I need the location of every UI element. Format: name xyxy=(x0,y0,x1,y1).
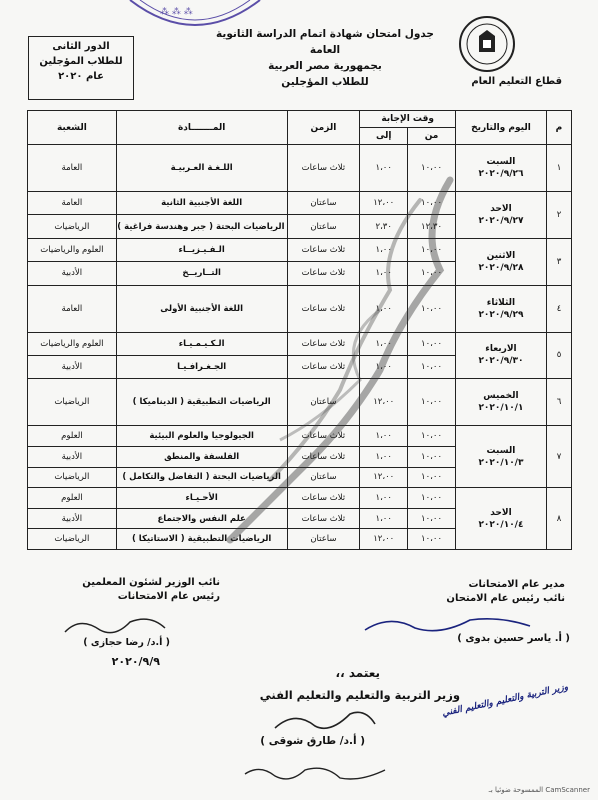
subject-cell: علم النفس والاجتماع xyxy=(116,508,287,529)
time-from-cell: ١٢،٣٠ xyxy=(408,215,456,238)
time-from-cell: ١٠،٠٠ xyxy=(408,191,456,214)
exam-date: ٢٠٢٠/٩/٢٨ xyxy=(478,262,524,273)
time-to-cell: ١،٠٠ xyxy=(360,145,408,192)
time-to-cell: ١،٠٠ xyxy=(360,285,408,332)
right-title-1: مدير عام الامتحانات xyxy=(468,579,565,590)
left-title-2: رئيس عام الامتحانات xyxy=(117,591,220,602)
time-from-cell: ١٠،٠٠ xyxy=(408,508,456,529)
row-number: ٤ xyxy=(546,285,571,332)
time-to-cell: ١،٠٠ xyxy=(360,426,408,447)
duration-cell: ثلاث ساعات xyxy=(287,238,360,261)
branch-cell: الأدبية xyxy=(28,446,117,467)
approve-label: يعتمد ،، xyxy=(335,666,380,680)
exam-date: ٢٠٢٠/٩/٢٦ xyxy=(478,168,524,179)
time-to-cell: ١،٠٠ xyxy=(360,238,408,261)
header-branch: الشعبة xyxy=(28,111,117,145)
time-to-cell: ١،٠٠ xyxy=(360,262,408,285)
left-title-1: نائب الوزير لشئون المعلمين xyxy=(82,577,220,588)
day-date-cell xyxy=(455,426,546,488)
time-to-cell: ١،٠٠ xyxy=(360,488,408,509)
signature-right xyxy=(390,578,565,606)
duration-cell: ساعتان xyxy=(287,379,360,426)
branch-cell: العامة xyxy=(28,191,117,214)
subject-cell: الرياضيات البحتة ( جبر وهندسة فراغية ) xyxy=(116,215,287,238)
day-date-cell xyxy=(455,145,546,192)
subject-cell: اللغة الأجنبية الثانية xyxy=(116,191,287,214)
table-row xyxy=(28,285,572,332)
time-from-cell: ١٠،٠٠ xyxy=(408,332,456,355)
duration-cell: ثلاث ساعات xyxy=(287,355,360,378)
header-subject: المـــــــادة xyxy=(116,111,287,145)
day-name: الخميس xyxy=(483,391,519,402)
exam-schedule-table xyxy=(27,110,572,550)
time-to-cell: ١٢،٠٠ xyxy=(360,467,408,488)
time-to-cell: ١٢،٠٠ xyxy=(360,379,408,426)
header-time: وقت الإجابة xyxy=(360,111,456,128)
header-to: إلى xyxy=(360,128,408,145)
handwritten-note: وزير التربية والتعليم والتعليم الفني xyxy=(441,682,569,719)
round-line-2: للطلاب المؤجلين xyxy=(39,56,123,67)
minister-signature-scribble xyxy=(270,706,380,736)
minister-title: وزير التربية والتعليم والتعليم الفني xyxy=(259,688,460,702)
time-to-cell: ١،٠٠ xyxy=(360,446,408,467)
table-row xyxy=(28,426,572,447)
day-date-cell xyxy=(455,285,546,332)
duration-cell: ثلاث ساعات xyxy=(287,332,360,355)
exam-date: ٢٠٢٠/١٠/١ xyxy=(478,403,524,414)
header-num: م xyxy=(546,111,571,145)
time-from-cell: ١٠،٠٠ xyxy=(408,145,456,192)
subject-cell: الرياضيات التطبيقية ( الاستاتيكا ) xyxy=(116,529,287,550)
time-from-cell: ١٠،٠٠ xyxy=(408,285,456,332)
branch-cell: العلوم xyxy=(28,426,117,447)
header-duration: الزمن xyxy=(287,111,360,145)
round-line-3: عام ٢٠٢٠ xyxy=(58,71,104,82)
day-name: الاحد xyxy=(490,507,512,518)
branch-cell: الأدبية xyxy=(28,262,117,285)
scanner-watermark xyxy=(470,786,590,794)
duration-cell: ثلاث ساعات xyxy=(287,488,360,509)
table-row xyxy=(28,191,572,214)
duration-cell: ثلاث ساعات xyxy=(287,508,360,529)
svg-text:⁂ ⁂ ⁂: ⁂ ⁂ ⁂ xyxy=(160,7,193,17)
subject-cell: الجـغـرافـيـا xyxy=(116,355,287,378)
time-from-cell: ١٠،٠٠ xyxy=(408,529,456,550)
table-row xyxy=(28,238,572,261)
title-line-1: جدول امتحان شهادة اتمام الدراسة الثانوية العامة xyxy=(216,28,434,56)
branch-cell: الرياضيات xyxy=(28,379,117,426)
subject-cell: الفلسفة والمنطق xyxy=(116,446,287,467)
ministry-logo-icon xyxy=(452,14,522,74)
branch-cell: العلوم والرياضيات xyxy=(28,332,117,355)
duration-cell: ساعتان xyxy=(287,467,360,488)
branch-cell: العلوم والرياضيات xyxy=(28,238,117,261)
round-line-1: الدور الثانى xyxy=(52,41,110,52)
exam-date: ٢٠٢٠/١٠/٣ xyxy=(478,457,524,468)
row-number: ٨ xyxy=(546,488,571,550)
row-number: ٧ xyxy=(546,426,571,488)
row-number: ٥ xyxy=(546,332,571,379)
branch-cell: الرياضيات xyxy=(28,467,117,488)
header-from: من xyxy=(408,128,456,145)
exam-round-box xyxy=(28,36,134,100)
duration-cell: ثلاث ساعات xyxy=(287,426,360,447)
branch-cell: العامة xyxy=(28,285,117,332)
day-name: الاربعاء xyxy=(485,344,517,355)
day-name: الاحد xyxy=(490,203,512,214)
subject-cell: التــاريــخ xyxy=(116,262,287,285)
title-line-3: للطلاب المؤجلين xyxy=(281,76,369,88)
duration-cell: ساعتان xyxy=(287,529,360,550)
scanner-note: الممسوحة ضوئيا بـ xyxy=(488,786,544,794)
branch-cell: الأدبية xyxy=(28,355,117,378)
time-from-cell: ١٠،٠٠ xyxy=(408,467,456,488)
day-date-cell xyxy=(455,238,546,285)
branch-cell: الأدبية xyxy=(28,508,117,529)
branch-cell: العامة xyxy=(28,145,117,192)
scanner-name: CamScanner xyxy=(545,786,590,794)
time-to-cell: ١،٠٠ xyxy=(360,508,408,529)
subject-cell: الـفـيـزيــاء xyxy=(116,238,287,261)
time-to-cell: ١،٠٠ xyxy=(360,332,408,355)
header-day: اليوم والتاريخ xyxy=(455,111,546,145)
subject-cell: الرياضيات البحتة ( التفاضل والتكامل ) xyxy=(116,467,287,488)
branch-cell: العلوم xyxy=(28,488,117,509)
exam-date: ٢٠٢٠/٩/٢٧ xyxy=(478,215,524,226)
handwritten-date-scribble xyxy=(240,760,390,786)
row-number: ١ xyxy=(546,145,571,192)
time-from-cell: ١٠،٠٠ xyxy=(408,262,456,285)
table-row xyxy=(28,332,572,355)
table-row xyxy=(28,379,572,426)
day-name: الاثنين xyxy=(486,250,516,261)
subject-cell: اللغة الأجنبية الأولى xyxy=(116,285,287,332)
time-to-cell: ٢،٣٠ xyxy=(360,215,408,238)
subject-cell: الـكـيـمـيـاء xyxy=(116,332,287,355)
subject-cell: الأحـيـاء xyxy=(116,488,287,509)
subject-cell: الرياضيات التطبيقية ( الديناميكا ) xyxy=(116,379,287,426)
left-date: ٢٠٢٠/٩/٩ xyxy=(111,655,160,668)
row-number: ٣ xyxy=(546,238,571,285)
time-from-cell: ١٠،٠٠ xyxy=(408,379,456,426)
subject-cell: الجيولوجيا والعلوم البيئية xyxy=(116,426,287,447)
title-line-2: بجمهورية مصر العربية xyxy=(268,60,382,72)
day-date-cell xyxy=(455,191,546,238)
left-name: ( أ.د/ رضا حجازى ) xyxy=(83,637,170,648)
table-row xyxy=(28,488,572,509)
time-from-cell: ١٠،٠٠ xyxy=(408,426,456,447)
duration-cell: ثلاث ساعات xyxy=(287,285,360,332)
exam-date: ٢٠٢٠/١٠/٤ xyxy=(478,519,524,530)
day-name: السبت xyxy=(486,445,516,456)
duration-cell: ساعتان xyxy=(287,191,360,214)
duration-cell: ثلاث ساعات xyxy=(287,446,360,467)
time-to-cell: ١٢،٠٠ xyxy=(360,529,408,550)
signature-left xyxy=(40,576,220,604)
minister-name: ( أ.د/ طارق شوقى ) xyxy=(260,735,365,747)
time-to-cell: ١،٠٠ xyxy=(360,355,408,378)
duration-cell: ثلاث ساعات xyxy=(287,262,360,285)
table-row xyxy=(28,145,572,192)
exam-date: ٢٠٢٠/٩/٣٠ xyxy=(478,356,524,367)
right-title-2: نائب رئيس عام الامتحان xyxy=(446,593,565,604)
day-name: الثلاثاء xyxy=(486,297,516,308)
right-name: ( أ. ياسر حسين بدوى ) xyxy=(457,633,570,644)
duration-cell: ساعتان xyxy=(287,215,360,238)
time-from-cell: ١٠،٠٠ xyxy=(408,446,456,467)
exam-date: ٢٠٢٠/٩/٢٩ xyxy=(478,309,524,320)
row-number: ٢ xyxy=(546,191,571,238)
sector-label: قطاع التعليم العام xyxy=(471,76,562,87)
schedule-body xyxy=(28,145,572,550)
day-date-cell xyxy=(455,332,546,379)
duration-cell: ثلاث ساعات xyxy=(287,145,360,192)
subject-cell: اللـغـة العـربيـة xyxy=(116,145,287,192)
day-name: السبت xyxy=(486,156,516,167)
time-to-cell: ١٢،٠٠ xyxy=(360,191,408,214)
row-number: ٦ xyxy=(546,379,571,426)
time-from-cell: ١٠،٠٠ xyxy=(408,238,456,261)
time-from-cell: ١٠،٠٠ xyxy=(408,488,456,509)
day-date-cell xyxy=(455,379,546,426)
branch-cell: الرياضيات xyxy=(28,529,117,550)
document-title xyxy=(205,26,445,90)
time-from-cell: ١٠،٠٠ xyxy=(408,355,456,378)
day-date-cell xyxy=(455,488,546,550)
branch-cell: الرياضيات xyxy=(28,215,117,238)
